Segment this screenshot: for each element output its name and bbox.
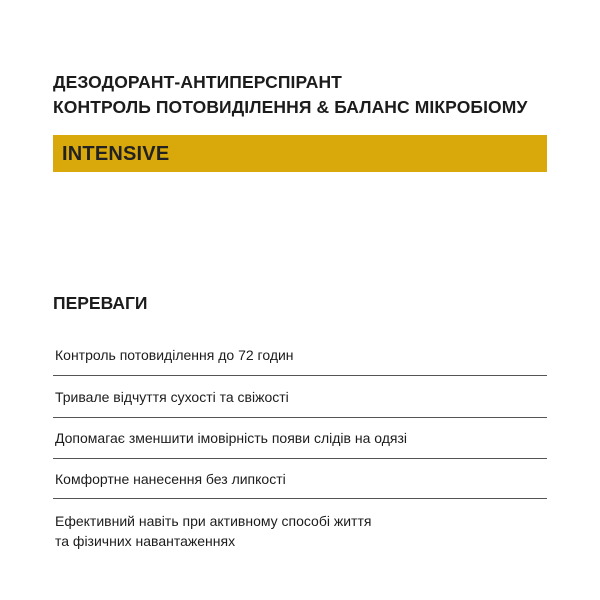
badge-label: INTENSIVE [62, 143, 170, 165]
benefit-divider [53, 375, 547, 376]
product-title-line-2: КОНТРОЛЬ ПОТОВИДІЛЕННЯ & БАЛАНС МІКРОБІОМУ [53, 97, 528, 117]
benefit-text-continued: та фізичних навантаженнях [55, 533, 236, 549]
benefit-text: Допомагає зменшити імовірність появи слідів на одязі [55, 430, 407, 446]
product-header [53, 70, 573, 120]
benefit-text: Ефективний навіть при активному способі життя [55, 513, 372, 529]
benefit-text: Контроль потовиділення до 72 годин [55, 347, 294, 363]
benefits-title: ПЕРЕВАГИ [53, 293, 148, 313]
benefit-divider [53, 458, 547, 459]
benefit-text: Комфортне нанесення без липкості [55, 471, 286, 487]
benefit-text: Тривале відчуття сухості та свіжості [55, 389, 289, 405]
benefit-divider [53, 498, 547, 499]
product-title-line-1: ДЕЗОДОРАНТ-АНТИПЕРСПІРАНТ [53, 72, 342, 92]
intensive-badge [53, 135, 547, 172]
benefit-divider [53, 417, 547, 418]
